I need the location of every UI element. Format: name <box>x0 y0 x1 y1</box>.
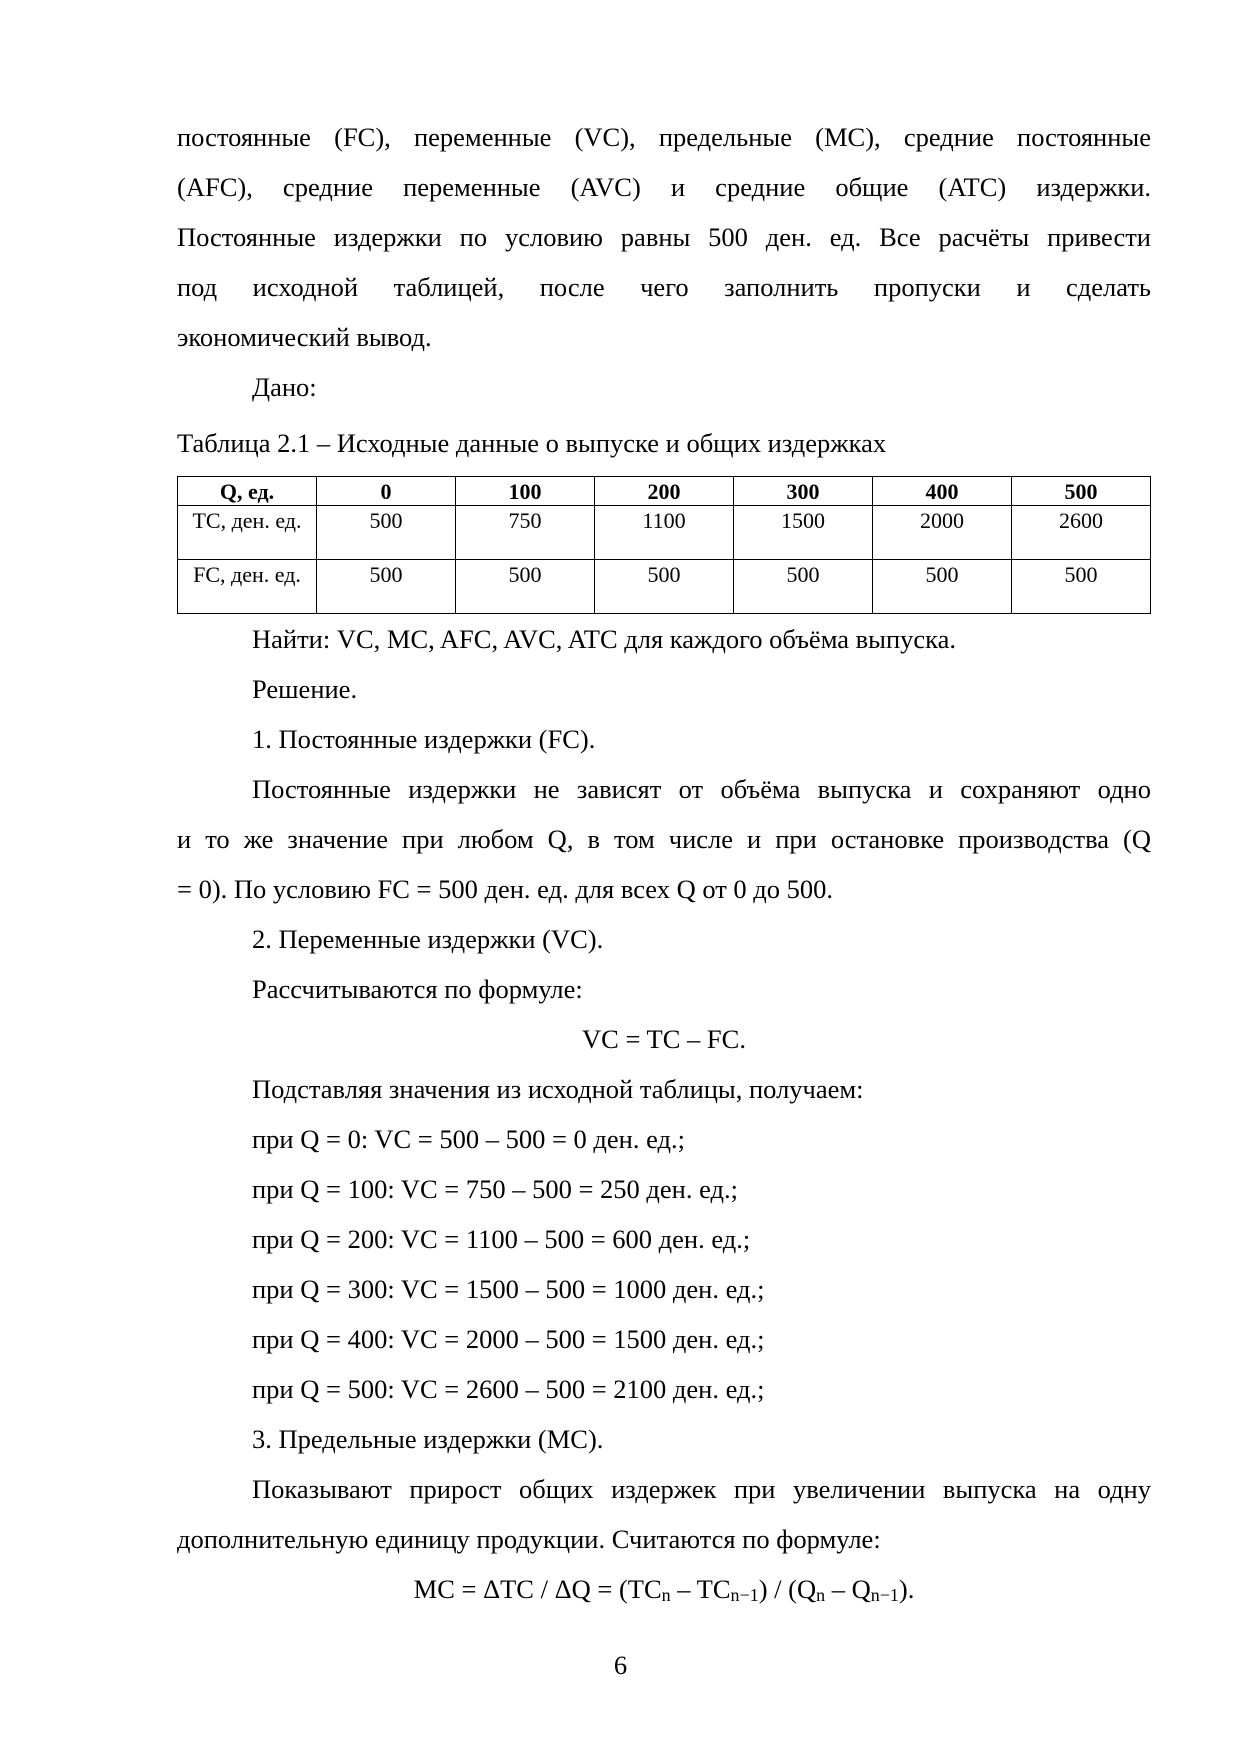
vc-heading: 2. Переменные издержки (VC). <box>252 924 604 954</box>
table-row-fc <box>178 560 1151 614</box>
table-cell: 750 <box>456 506 595 560</box>
fc-heading: 1. Постоянные издержки (FC). <box>252 724 596 754</box>
table-header-cell: 100 <box>456 477 595 506</box>
paragraph-line: Постоянные издержки не зависят от объёма выпуска и сохраняют одно <box>252 774 1151 804</box>
given-label: Дано: <box>252 372 317 402</box>
paragraph-line: Постоянные издержки по условию равны 500 ден. ед. Все расчёты привести <box>177 222 1151 252</box>
vc-calc-line: при Q = 300: VC = 1500 – 500 = 1000 ден. ед.; <box>252 1274 765 1304</box>
paragraph-line: (AFC), средние переменные (AVC) и средние общие (ATC) издержки. <box>177 172 1151 202</box>
formula-subscript: n <box>661 1585 671 1605</box>
table-cell: TC, ден. ед. <box>178 506 317 560</box>
formula-part: MC = ΔTC / ΔQ = (TC <box>413 1574 662 1604</box>
table-cell: 1100 <box>595 506 734 560</box>
paragraph-line: и то же значение при любом Q, в том числе и при остановке производства (Q <box>177 824 1151 854</box>
formula-intro: Рассчитываются по формуле: <box>252 974 583 1004</box>
table-caption: Таблица 2.1 – Исходные данные о выпуске и общих издержках <box>177 428 887 458</box>
table-cell: 500 <box>873 560 1012 614</box>
page-content <box>177 112 1151 1614</box>
vc-calc-line: при Q = 0: VC = 500 – 500 = 0 ден. ед.; <box>252 1124 685 1154</box>
table-row-tc <box>178 506 1151 560</box>
table-cell: 2600 <box>1012 506 1151 560</box>
paragraph-line: экономический вывод. <box>177 322 432 352</box>
table-cell: FC, ден. ед. <box>178 560 317 614</box>
paragraph-line: дополнительную единицу продукции. Считаются по формуле: <box>177 1524 881 1554</box>
formula-subscript: n <box>816 1585 826 1605</box>
vc-calc-line: при Q = 100: VC = 750 – 500 = 250 ден. ед.; <box>252 1174 738 1204</box>
formula-part: ) / (Q <box>758 1574 817 1604</box>
paragraph-line: = 0). По условию FC = 500 ден. ед. для всех Q от 0 до 500. <box>177 874 834 904</box>
table-header-cell: 400 <box>873 477 1012 506</box>
table-header-row <box>178 477 1151 506</box>
vc-calc-line: при Q = 500: VC = 2600 – 500 = 2100 ден. ед.; <box>252 1374 765 1404</box>
vc-formula: VC = TC – FC. <box>582 1024 746 1054</box>
formula-subscript: n−1 <box>870 1585 899 1605</box>
table-header-cell: 500 <box>1012 477 1151 506</box>
table-header-cell: 300 <box>734 477 873 506</box>
source-data-table <box>177 476 1151 614</box>
mc-formula <box>177 1564 1151 1614</box>
paragraph-line: постоянные (FC), переменные (VC), предельные (MC), средние постоянные <box>177 122 1151 152</box>
table-header-cell: Q, ед. <box>178 477 317 506</box>
table-header-cell: 200 <box>595 477 734 506</box>
paragraph-line: под исходной таблицей, после чего заполнить пропуски и сделать <box>177 272 1151 302</box>
table-cell: 500 <box>317 506 456 560</box>
find-statement: Найти: VC, MC, AFC, AVC, ATC для каждого объёма выпуска. <box>252 624 957 654</box>
table-cell: 500 <box>317 560 456 614</box>
mc-heading: 3. Предельные издержки (MC). <box>252 1424 604 1454</box>
table-cell: 500 <box>456 560 595 614</box>
vc-calc-line: при Q = 400: VC = 2000 – 500 = 1500 ден. ед.; <box>252 1324 765 1354</box>
table-cell: 500 <box>595 560 734 614</box>
table-cell: 2000 <box>873 506 1012 560</box>
table-cell: 500 <box>734 560 873 614</box>
table-header-cell: 0 <box>317 477 456 506</box>
page-number: 6 <box>613 1650 628 1680</box>
formula-part: – TC <box>670 1574 731 1604</box>
formula-part: ). <box>898 1574 915 1604</box>
paragraph-line: Показывают прирост общих издержек при увеличении выпуска на одну <box>252 1474 1151 1504</box>
substitute-intro: Подставляя значения из исходной таблицы, получаем: <box>252 1074 864 1104</box>
vc-calc-line: при Q = 200: VC = 1100 – 500 = 600 ден. ед.; <box>252 1224 751 1254</box>
table-cell: 500 <box>1012 560 1151 614</box>
formula-part: – Q <box>825 1574 871 1604</box>
table-cell: 1500 <box>734 506 873 560</box>
solution-label: Решение. <box>252 674 358 704</box>
formula-subscript: n−1 <box>730 1585 759 1605</box>
